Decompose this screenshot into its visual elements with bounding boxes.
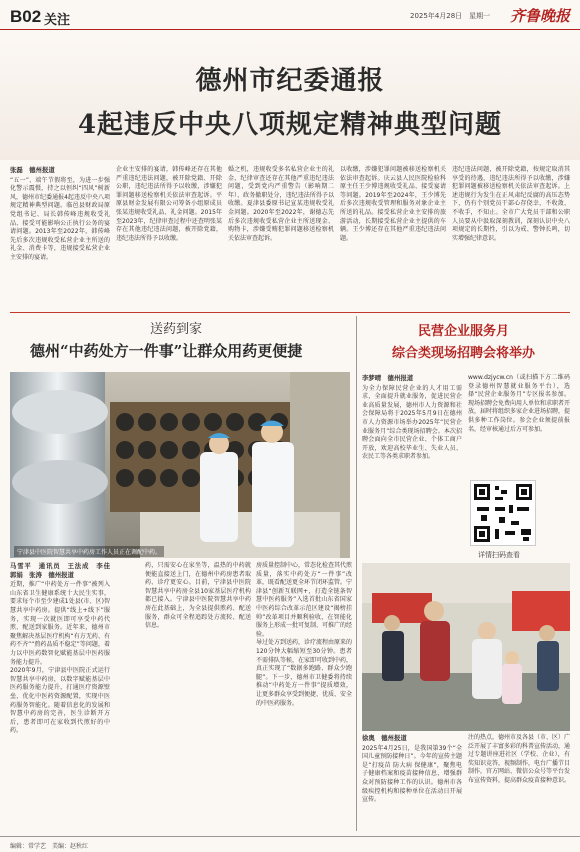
- lead-column-3: [228, 166, 334, 306]
- lead-column-1: [10, 166, 110, 306]
- page-footer: [0, 836, 580, 852]
- page-header: [0, 0, 580, 30]
- lead-column-2: [116, 166, 222, 306]
- editor-credits: 编辑：常学艺 美编：赵秋红: [10, 843, 89, 850]
- lead-column-4: [340, 166, 446, 306]
- lead-byline: 张磊 德州报道: [10, 166, 55, 174]
- qr-code[interactable]: [470, 480, 536, 546]
- qr-caption: 详情扫码查看: [478, 551, 520, 559]
- pharmacy-photo-image: [10, 372, 350, 558]
- story2-photo: [10, 372, 350, 558]
- lead-text-1: “五一”、端午节假将至，为进一步强化警示震慑，持之以恒纠“四风”树新风，德州市纪委通报4起违反中央八项规定精神典型问题。临邑县财政局原党组书记、局长韩传峰违规收受礼品、接受可能影响公正执行公务的宴请问题。2013年至2022年，韩传峰先后多次违规收受私营企业主所送的礼金、消费卡等，违规接受私营企业主安排的宴请。: [10, 176, 110, 261]
- story3-text-1: 为全力保障民营企业的人才用工需求，全面提升就业服务，促进民营企业高质量发展，德州市人力资源和社会保障局将于2025年5月9日在德州市人力资源市场举办2025年“民营企业服务月”综合类现场招聘会。本次招聘会面向全市民营企业、个体工商户开放，欢迎高校毕业生、失业人员、农民工等各类求职者参加。: [362, 384, 462, 461]
- story2-column-4: [256, 562, 352, 832]
- story3-column-4: [468, 734, 570, 834]
- story2-column-1: [10, 562, 117, 832]
- story3-text-3: 2025年4月25日，是我国第39个“全国儿童预防接种日”。今年的宣传主题是“打疫苗 防大病 保健康”，聚焦电子健康档案和疫苗接种信息，增强群众对预防接种工作的认识。德州市各级疾控机构和接种单位在活动日开展宣传。: [362, 744, 462, 804]
- story2-text-3: 药，只需安心在家坐等，温热的中药就便能直接送上门，在德州中药房患者取药、诊疗更安心。目前，宁津县中医院智慧共享中药房全县10家基层医疗机构都已接入。宁津县中医院智慧共享中药房在此基础上，为全县提供煎药、配送服务，群众可全程追踪处方流转、配送信息。: [145, 562, 251, 630]
- lead-text-4: 以收缴，涉嫌犯罪问题被移送检察机关依法审查起诉。庆云县人民医院检验科原主任王少博违规收受礼品、接受宴请等问题。2019年至2024年，王少博先后多次违规收受管理和服务对象企业主所送的礼品。接受私营企业主安排的旅游活动，长期接受私营企业主提供的车辆。王少博还存在其他严重违纪违法问题。: [340, 166, 446, 242]
- lead-text-2: 企业主安排的宴请，韩传峰还存在其他严重违纪违法问题，被开除党籍、开除公职，违纪违法所得予以收缴，涉嫌犯罪问题移送检察机关依法审查起诉。平原县财金发展有限公司筹备小组原成员张某违规收受礼品、礼金问题。2015年至2023年，纪律审查过程中还查明张某存在其他违纪违法问题，被开除党籍，违纪违法所得予以收缴。: [116, 166, 222, 242]
- lead-headline-line2: 4起违反中央八项规定精神典型问题: [77, 110, 503, 140]
- story2-text-5: 导过处方到送药，诊疗流程由原来的120分钟大幅缩短至30分钟。患者不需排队等候，在家即可收到中药，真正实现了“数据多跑路、群众少跑腿”。下一步，德州市卫健委将持续推动“中药处方一件事”提质增效，让更多群众享受到便捷、优质、安全的中医药服务。: [256, 639, 353, 707]
- lead-headline-line1: 德州市纪委通报: [195, 66, 385, 96]
- story3-byline: 李梦晴 德州报道: [362, 374, 414, 382]
- lead-column-5: [452, 166, 570, 306]
- story3-headline-1: 民营企业服务月: [418, 324, 510, 339]
- story3-column-2: [468, 374, 570, 474]
- story3-column-1: [362, 374, 462, 560]
- section-name: 关注: [44, 13, 71, 28]
- story2-photo-caption: 宁津县中医院智慧共享中药房工作人员正在调配中药。: [14, 546, 164, 557]
- story3-headline-2: 综合类现场招聘会将举办: [392, 346, 536, 361]
- story2-headline: 德州“中药处方一件事”让群众用药更便捷: [30, 342, 303, 360]
- lead-banner-background: [0, 40, 580, 160]
- qr-code-image: [471, 481, 535, 545]
- story3-photo: [362, 563, 570, 731]
- story2-column-3: [145, 562, 251, 832]
- story2-text-2: 2020年9月，宁津县中医院正式运行智慧共享中药房，以数字赋能基层中医药服务能力提升，打通医疗资源壁垒，优化中医药资源配置，实现中医药服务智能化。随着信息化的发展和智慧中药房的完善，医生诊断开方后，患者即可在家收到代煎好的中药。: [10, 667, 110, 735]
- story3-text-4: 注的热点，德州市及各县（市、区）广泛开展了丰富多彩的科普宣传活动，通过专题讲座进社区（学校、企业），有奖知识竞答，视频制作，电台广播节目制作，官方网站、微信公众号等平台发布宣传资料，提高群众疫苗接种意识。: [468, 734, 571, 784]
- story2-text-1: 近期，推广“中药处方一件事”被列入山东省卫生健康系统十大民生实事，要求每个市至少建成1处县(市、区)智慧共享中药房。提供“线上+线下”服务，实现一次就医即可享受中药代煎、配送到家服务。近年来，德州市聚焦解决基层医疗机构“有方无药、有药不齐”“煎药品质不稳定”等问题，着力以中医药数智化赋能基层中医药服务能力提升。: [10, 581, 110, 666]
- story2-text-4: 房质量控制中心，常态化检查其代煎质量，落实中药处方“一件事”改革，既看配送更全环节闭环监管。宁津县“创新互联网+，打造全链条智慧中医药服务”入选首批山东省国家中医药综合改革示范区建设“揭榜挂帅”改革项目并顺利验收，在智能化服务上形成一批可复制、可推广的经验。: [256, 562, 353, 638]
- lead-text-5: 违纪违法问题，被开除党籍，按规定取消其享受的待遇，违纪违法所得予以收缴，涉嫌犯罪问题被移送检察机关依法审查起诉。上述违规行为发生在正风肃纪反腐的高压态势下，仍有个别党员干部心存侥幸，不收敛、不收手，不知止。全市广大党员干部和公职人员要从中汲取深刻教训，深刻认识中央八项规定的长期性，引以为戒、警钟长鸣，切实增强纪律意识。: [452, 166, 570, 242]
- issue-date: 2025年4月28日 星期一: [410, 12, 491, 20]
- story3-column-3: [362, 734, 462, 834]
- story3-byline-2: 徐奥 德州报道: [362, 734, 407, 742]
- lead-text-3: 婚之机，违规收受多名私营企业主的礼金，纪律审查还存在其他严重违纪违法问题，受到党内严重警告（影响期二年）、政务撤职处分，违纪违法所得予以收缴。夏津县委原书记宣某违规收受礼金问题。2020年至2022年，谢德志先后多次违规收受私营企业主所送现金、购物卡，涉嫌受贿犯罪问题移送检察机关依法审查起诉。: [228, 166, 334, 242]
- column-divider: [356, 316, 357, 831]
- newspaper-logo: 齐鲁晚报: [509, 7, 570, 25]
- page-number: B02: [10, 7, 42, 26]
- vaccination-event-photo: [362, 563, 570, 731]
- story3-text-2: www.dzjycw.cn（或扫描下方二维码登录德州智慧就业服务平台），选择“民营企业服务月”专区报名参加。现场招聘会免费向用人单位和求职者开放，届时将组织多家企业进场招聘，提供多种工作岗位。参会企业须提前报名，经审核通过后方可参加。: [468, 374, 571, 433]
- section-divider: [10, 312, 570, 313]
- story2-byline: 马雪平 通讯员 王法成 李佳 郭娟 张涛 德州报道: [10, 562, 117, 579]
- story2-kicker: 送药到家: [150, 322, 203, 337]
